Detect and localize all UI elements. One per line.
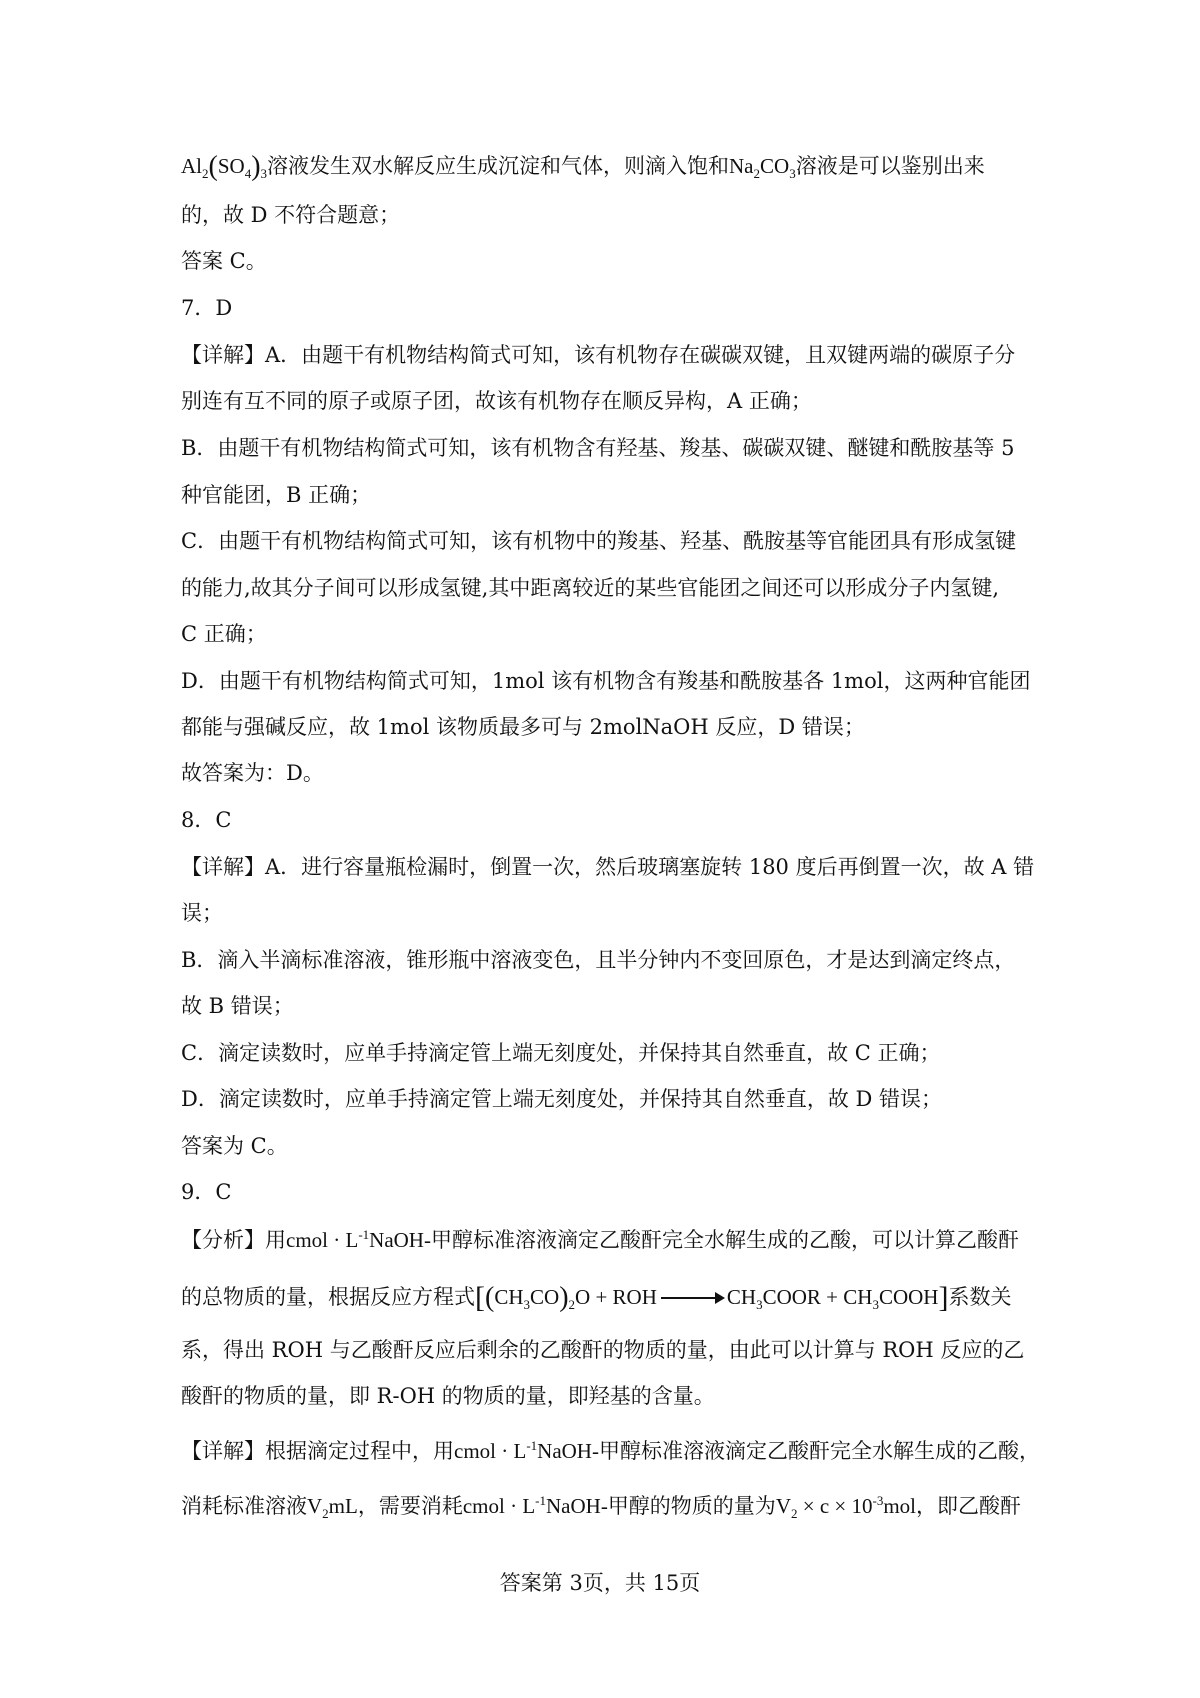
- text-line: 故答案为：D。: [181, 761, 324, 785]
- formula-al2so43: $Al_2(SO_4)_3$: [181, 151, 268, 182]
- text-line: 【详解】A．由题干有机物结构简式可知，该有机物存在碳碳双键，且双键两端的碳原子分: [181, 343, 1016, 367]
- text-line: 答案为 C。: [181, 1134, 288, 1158]
- text-line: 【详解】根据滴定过程中，用cmol · $L^{-1}NaOH-$甲醇标准溶液滴定乙酸酐完全水解生成的乙酸，: [181, 1438, 1040, 1463]
- text-line: 的总物质的量，根据反应方程式[$(CH_3CO)_2O$ + ROH $CH_3COOR$ + $CH_3COOH$]系数关: [181, 1281, 1012, 1314]
- text-line: 别连有互不同的原子或原子团，故该有机物存在顺反异构，A 正确；: [181, 389, 812, 413]
- question-answer-heading: 7．D: [181, 296, 233, 320]
- text-line: 都能与强碱反应，故 1mol 该物质最多可与 2molNaOH 反应，D 错误；: [181, 715, 865, 739]
- text-line: D．滴定读数时，应单手持滴定管上端无刻度处，并保持其自然垂直，故 D 错误；: [181, 1087, 943, 1111]
- text-line: 的能力,故其分子间可以形成氢键,其中距离较近的某些官能团之间还可以形成分子内氢键,: [181, 576, 1000, 600]
- text-line: 消耗标准溶液$V_2mL$，需要消耗cmol · $L^{-1}NaOH-$甲醇的物质的量为$V_2 \times c \times 10^{-3}mol$，即乙酸酐: [181, 1493, 1022, 1522]
- text-line: 【分析】用cmol · $L^{-1}NaOH-$甲醇标准溶液滴定乙酸酐完全水解生成的乙酸，可以计算乙酸酐: [181, 1227, 1019, 1252]
- question-answer-heading: 9．C: [181, 1180, 232, 1204]
- text-line: 的，故 D 不符合题意；: [181, 203, 401, 227]
- text-line: 系，得出 ROH 与乙酸酐反应后剩余的乙酸酐的物质的量，由此可以计算与 ROH 反应的乙: [181, 1338, 1025, 1362]
- page-footer: 答案第 3页，共 15页: [499, 1571, 701, 1595]
- text-line: B．由题干有机物结构简式可知，该有机物含有羟基、羧基、碳碳双键、醚键和酰胺基等 5: [181, 436, 1015, 460]
- text-line: 答案 C。: [181, 249, 267, 273]
- text-line: $Al_2(SO_4)_3$溶液发生双水解反应生成沉淀和气体，则滴入饱和$Na_2CO_3$溶液是可以鉴别出来: [181, 151, 985, 182]
- formula-na2co3: $Na_2CO_3$: [729, 154, 796, 182]
- formula-volume: $V_2mL$: [307, 1494, 358, 1522]
- text-line: C．由题干有机物结构简式可知，该有机物中的羧基、羟基、酰胺基等官能团具有形成氢键: [181, 529, 1017, 553]
- text-line: D．由题干有机物结构简式可知，1mol 该有机物含有羧基和酰胺基各 1mol，这两种官能团: [181, 669, 1031, 693]
- formula-naoh-concentration: cmol · $L^{-1}NaOH-$: [286, 1227, 431, 1252]
- text-line: 故 B 错误；: [181, 994, 294, 1018]
- text-line: 酸酐的物质的量，即 R-OH 的物质的量，即羟基的含量。: [181, 1384, 715, 1408]
- text-line: 误；: [181, 901, 223, 925]
- formula-moles: $V_2 \times c \times 10^{-3}mol$: [775, 1493, 917, 1522]
- text-line: C 正确；: [181, 622, 267, 646]
- formula-naoh-concentration: cmol · $L^{-1}NaOH-$: [462, 1493, 608, 1518]
- text-line: 种官能团，B 正确；: [181, 483, 372, 507]
- text-line: B．滴入半滴标准溶液，锥形瓶中溶液变色，且半分钟内不变回原色，才是达到滴定终点，: [181, 948, 1016, 972]
- reaction-equation: [$(CH_3CO)_2O$ + ROH $CH_3COOR$ + $CH_3COOH$]: [475, 1281, 949, 1314]
- question-answer-heading: 8．C: [181, 808, 232, 832]
- formula-naoh-concentration: cmol · $L^{-1}NaOH-$: [454, 1438, 599, 1463]
- reaction-arrow-icon: [661, 1297, 723, 1299]
- text-line: C．滴定读数时，应单手持滴定管上端无刻度处，并保持其自然垂直，故 C 正确；: [181, 1041, 941, 1065]
- text-line: 【详解】A．进行容量瓶检漏时，倒置一次，然后玻璃塞旋转 180 度后再倒置一次，故 A 错: [181, 855, 1035, 879]
